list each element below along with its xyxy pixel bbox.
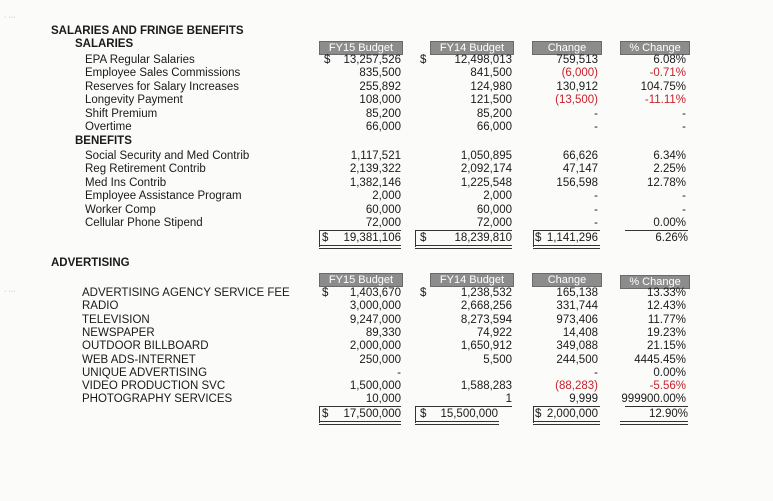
adv-row-fy14: 1 [505,393,512,406]
benefit-row-fy14: 72,000 [476,217,512,229]
adv-row-pct: -5.56% [649,380,686,393]
adv-row-pct: 19.23% [646,326,686,339]
change-total-double-line [533,245,600,249]
adv-row-fy15: 2,000,000 [349,340,401,353]
adv-row-pct: 999900.00% [621,393,686,406]
benefit-row-pct: 2.25% [653,163,686,176]
adv-row-change: 244,500 [556,353,598,366]
adv-row-fy14: 2,668,256 [460,300,512,313]
adv-row-change: 331,744 [556,300,598,313]
salary-row-fy15: 13,257,526 [343,54,401,66]
pct-subtotal-line [625,230,688,231]
adv-total-bracket-change [533,406,534,423]
salary-row-pct: -11.11% [644,94,686,107]
salary-row-fy15: 108,000 [359,94,401,107]
salary-row-fy15: 85,200 [365,107,401,120]
adv-row-fy15: - [397,366,401,379]
benefit-row-change: - [594,203,598,216]
benefit-row-label: Cellular Phone Stipend [85,217,203,229]
salary-row-label: Longevity Payment [85,94,183,107]
adv-row-pct: 11.77% [647,313,686,326]
total-bracket-fy14 [415,230,416,247]
salary-row-fy15: 255,892 [359,80,401,93]
benefit-row-fy14: 60,000 [476,203,512,216]
adv-row-pct: 4445.45% [634,353,686,366]
adv-currency-fy14: $ [420,287,427,299]
benefit-row-pct: - [682,203,686,216]
adv-row-change: 9,999 [569,393,598,406]
salary-row-change: (6,000) [561,67,598,80]
benefit-row-fy15: 60,000 [365,203,401,216]
adv-row-fy14: 1,238,532 [460,287,512,299]
benefit-row-label: Med Ins Contrib [85,176,167,189]
adv-row-label: OUTDOOR BILLBOARD [82,340,209,353]
adv-pct-subtotal-line [625,406,688,407]
adv-row-fy15: 3,000,000 [349,300,401,313]
adv-row-change: - [594,366,598,379]
total-bracket-change [533,230,534,247]
adv-row-label: NEWSPAPER [82,326,155,339]
benefit-row-label: Reg Retirement Contrib [85,163,206,176]
adv-total-change: 2,000,000 [546,408,598,420]
benefit-row-fy14: 2,000 [483,190,512,203]
adv-row-label: TELEVISION [82,313,150,326]
adv-row-fy15: 9,247,000 [349,313,401,326]
advertising-header: ADVERTISING [51,257,130,269]
adv-total-currency-fy15: $ [322,408,329,420]
benefit-row-fy15: 2,000 [372,190,401,203]
salary-row-fy14: 124,980 [470,80,512,93]
adv-fy14-total-double-line [415,421,499,425]
benefit-row-change: - [594,217,598,229]
salary-row-label: Shift Premium [85,107,158,120]
salaries-header: SALARIES [75,38,134,50]
adv-col-header-fy15: FY15 Budget [319,273,403,287]
benefit-row-pct: - [682,190,686,203]
adv-row-fy15: 1,500,000 [349,380,401,393]
salary-row-pct: - [682,107,686,120]
adv-fy15-subtotal-line [319,406,401,407]
adv-row-fy14: 5,500 [483,353,512,366]
adv-col-header-change: Change [532,273,602,287]
salary-row-pct: -0.71% [649,67,686,80]
adv-fy14-subtotal-line [415,406,512,407]
adv-row-change: 349,088 [556,340,598,353]
salary-row-fy14: 66,000 [476,121,512,133]
total-currency-fy15: $ [322,232,329,244]
adv-row-fy14: 1,650,912 [460,340,512,353]
adv-row-label: PHOTOGRAPHY SERVICES [82,393,233,406]
col-header-change: Change [532,41,602,55]
adv-currency-fy15: $ [322,287,329,299]
adv-row-pct: 12.43% [646,300,686,313]
total-fy15: 19,381,106 [343,232,401,244]
benefit-row-fy14: 1,050,895 [460,150,512,162]
adv-row-fy15: 10,000 [365,393,401,406]
benefit-row-pct: 12.78% [646,176,686,189]
benefit-row-fy14: 1,225,548 [460,176,512,189]
change-subtotal-line [533,230,600,231]
salary-row-label: Overtime [85,121,132,133]
adv-fy15-total-double-line [319,421,401,425]
salary-row-label: Reserves for Salary Increases [85,80,240,93]
benefit-row-pct: 6.34% [653,150,686,162]
total-bracket-fy15 [319,230,320,247]
adv-row-label: VIDEO PRODUCTION SVC [82,380,226,393]
adv-row-change: (88,283) [555,380,598,393]
total-pct: 6.26% [655,232,688,244]
adv-row-label: ADVERTISING AGENCY SERVICE FEE [82,287,290,299]
total-currency-change: $ [535,232,542,244]
col-header-pct-change: % Change [620,41,690,55]
adv-row-fy14: 8,273,594 [460,313,512,326]
adv-row-label: WEB ADS-INTERNET [82,353,196,366]
adv-row-fy14: 1,588,283 [460,380,512,393]
fy15-total-double-line [319,245,401,249]
salary-row-pct: 104.75% [640,80,686,93]
adv-row-label: UNIQUE ADVERTISING [82,366,208,379]
col-header-fy15: FY15 Budget [319,41,403,55]
adv-change-subtotal-line [533,406,600,407]
benefit-row-change: 66,626 [562,150,598,162]
total-fy14: 18,239,810 [454,232,512,244]
salary-row-change: 130,912 [556,80,598,93]
page-title: SALARIES AND FRINGE BENEFITS [51,25,244,37]
fy15-subtotal-line [319,230,401,231]
benefit-row-pct: 0.00% [653,217,686,229]
salary-row-fy14: 841,500 [470,67,512,80]
fy14-total-double-line [415,245,512,249]
corner-mark-top: · ··· [4,14,16,21]
salary-row-pct: 6.08% [653,54,686,66]
benefit-row-fy14: 2,092,174 [460,163,512,176]
salary-row-change: (13,500) [555,94,598,107]
fy14-subtotal-line [415,230,512,231]
salary-row-pct: - [682,121,686,133]
adv-row-label: RADIO [82,300,119,313]
adv-total-fy14: 15,500,000 [440,408,498,420]
adv-total-bracket-fy14 [415,406,416,423]
benefits-header: BENEFITS [75,135,132,147]
adv-change-total-double-line [533,421,600,425]
salary-row-label: EPA Regular Salaries [85,54,195,66]
salary-row-fy14: 121,500 [470,94,512,107]
benefit-row-label: Social Security and Med Contrib [85,150,250,162]
adv-row-change: 14,408 [562,326,598,339]
salary-row-fy15: 835,500 [359,67,401,80]
salary-row-fy14: 12,498,013 [454,54,512,66]
adv-total-pct: 12.90% [648,408,688,420]
adv-total-currency-fy14: $ [420,408,427,420]
total-currency-fy14: $ [420,232,427,244]
salary-currency-fy14: $ [420,54,427,66]
benefit-row-fy15: 1,382,146 [349,176,401,189]
adv-row-pct: 13.33% [646,287,686,299]
adv-col-header-pct-change: % Change [620,275,690,289]
adv-col-header-fy14: FY14 Budget [430,273,514,287]
adv-total-currency-change: $ [535,408,542,420]
adv-total-bracket-fy15 [319,406,320,423]
salary-row-change: - [594,121,598,133]
salary-row-label: Employee Sales Commissions [85,67,241,80]
salary-row-fy15: 66,000 [365,121,401,133]
col-header-fy14: FY14 Budget [430,41,514,55]
adv-total-fy15: 17,500,000 [343,408,401,420]
adv-row-fy15: 250,000 [359,353,401,366]
benefit-row-change: 47,147 [562,163,598,176]
salary-row-change: 759,513 [556,54,598,66]
adv-row-pct: 0.00% [653,366,686,379]
adv-row-change: 165,138 [556,287,598,299]
benefit-row-change: 156,598 [556,176,598,189]
benefit-row-label: Employee Assistance Program [85,190,242,203]
salary-currency-fy15: $ [324,54,331,66]
adv-row-fy14: 74,922 [476,326,512,339]
salary-row-change: - [594,107,598,120]
benefit-row-fy15: 2,139,322 [349,163,401,176]
benefit-row-fy15: 72,000 [365,217,401,229]
adv-pct-total-double-line [620,421,688,425]
adv-row-pct: 21.15% [646,340,686,353]
total-change: 1,141,296 [546,232,598,244]
adv-row-fy15: 89,330 [365,326,401,339]
corner-mark-middle: · ··· [4,288,16,295]
benefit-row-fy15: 1,117,521 [350,150,401,162]
adv-row-change: 973,406 [556,313,598,326]
benefit-row-change: - [594,190,598,203]
adv-row-fy15: 1,403,670 [349,287,401,299]
benefit-row-label: Worker Comp [85,203,156,216]
salary-row-fy14: 85,200 [476,107,512,120]
